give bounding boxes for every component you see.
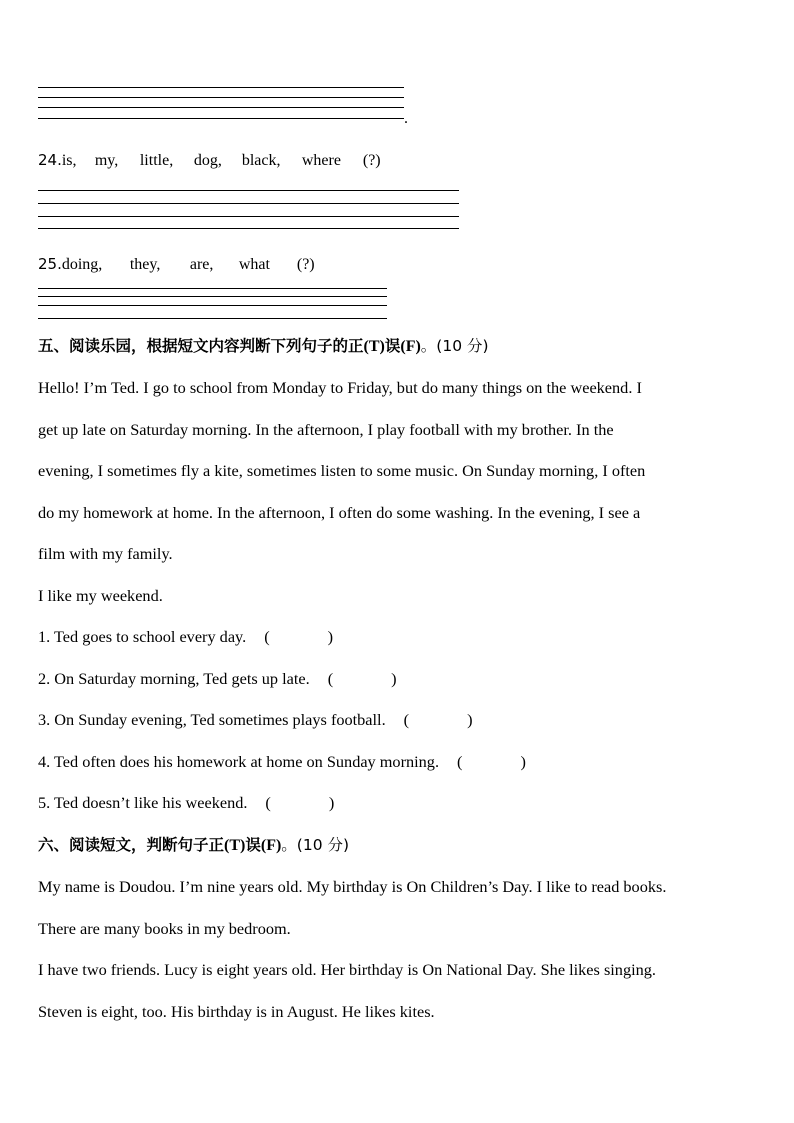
word-token: is, bbox=[61, 152, 77, 169]
question-text: 3. On Sunday evening, Ted sometimes plays football. bbox=[38, 710, 386, 729]
question-25 bbox=[38, 254, 315, 275]
section-title-text: 六、阅读短文，判断句子正 bbox=[38, 836, 225, 854]
tf-question-2 bbox=[38, 669, 397, 689]
answer-blank-open[interactable]: ( bbox=[265, 793, 271, 812]
answer-line bbox=[38, 228, 459, 229]
word-token: dog, bbox=[193, 152, 222, 169]
section-title-text: 误 bbox=[384, 337, 401, 355]
reading-passage-1 bbox=[38, 367, 768, 616]
section-title-text: 五、阅读乐园，根据短文内容判断下列句子的正 bbox=[38, 337, 364, 355]
answer-line bbox=[38, 97, 404, 98]
answer-line bbox=[38, 305, 387, 306]
question-number: 25. bbox=[38, 255, 62, 273]
question-text: 5. Ted doesn’t like his weekend. bbox=[38, 793, 248, 812]
answer-blank-close: ) bbox=[520, 752, 526, 771]
question-number: 24. bbox=[38, 151, 62, 169]
word-token: little, bbox=[139, 152, 174, 169]
section-title-text: 误 bbox=[245, 836, 261, 854]
word-token: (?) bbox=[362, 152, 381, 169]
passage-line: Steven is eight, too. His birthday is in August. He likes kites. bbox=[38, 1001, 435, 1021]
section-5-title bbox=[38, 336, 489, 357]
answer-line bbox=[38, 118, 404, 119]
answer-blank-open[interactable]: ( bbox=[264, 627, 270, 646]
false-mark: (F) bbox=[260, 837, 282, 854]
answer-line bbox=[38, 87, 404, 88]
question-24 bbox=[38, 150, 381, 171]
answer-blank-open[interactable]: ( bbox=[403, 710, 410, 729]
answer-line bbox=[38, 107, 404, 108]
section-6-title bbox=[38, 835, 349, 856]
word-token: (?) bbox=[296, 256, 315, 273]
passage-line: I like my weekend. bbox=[38, 585, 163, 605]
answer-blank-open[interactable]: ( bbox=[327, 669, 334, 688]
word-token: where bbox=[301, 152, 341, 169]
period-mark: . bbox=[404, 110, 408, 127]
word-token: my, bbox=[94, 152, 119, 169]
answer-line bbox=[38, 203, 459, 204]
section-score: 。(10 分) bbox=[420, 337, 489, 355]
passage-line: do my homework at home. In the afternoon, I often do some washing. In the evening, I see a bbox=[38, 502, 641, 522]
answer-blank-close: ) bbox=[327, 627, 334, 646]
answer-blank-open[interactable]: ( bbox=[457, 752, 463, 771]
question-text: 4. Ted often does his homework at home on Sunday morning. bbox=[38, 752, 440, 771]
tf-question-1 bbox=[38, 627, 333, 647]
answer-line bbox=[38, 190, 459, 191]
word-token: doing, bbox=[61, 256, 103, 273]
passage-line: evening, I sometimes fly a kite, sometimes listen to some music. On Sunday morning, I often bbox=[38, 461, 646, 480]
true-mark: (T) bbox=[224, 837, 246, 854]
passage-line: There are many books in my bedroom. bbox=[38, 918, 291, 938]
tf-question-5 bbox=[38, 793, 334, 813]
false-mark: (F) bbox=[400, 338, 421, 355]
word-token: black, bbox=[241, 152, 281, 169]
answer-line bbox=[38, 296, 387, 297]
question-text: 1. Ted goes to school every day. bbox=[38, 627, 247, 646]
tf-question-4 bbox=[38, 752, 526, 772]
answer-line bbox=[38, 216, 459, 217]
answer-line bbox=[38, 318, 387, 319]
passage-line: My name is Doudou. I’m nine years old. My birthday is On Children’s Day. I like to read books. bbox=[38, 877, 667, 896]
reading-passage-2 bbox=[38, 866, 768, 1032]
passage-line: Hello! I’m Ted. I go to school from Monday to Friday, but do many things on the weekend. I bbox=[38, 378, 642, 397]
passage-line: film with my family. bbox=[38, 544, 173, 563]
answer-line bbox=[38, 288, 387, 289]
tf-question-3 bbox=[38, 710, 473, 730]
word-token: what bbox=[238, 256, 270, 273]
question-text: 2. On Saturday morning, Ted gets up late. bbox=[38, 669, 310, 688]
word-token: are, bbox=[189, 256, 214, 273]
answer-blank-close: ) bbox=[467, 710, 473, 729]
passage-line: get up late on Saturday morning. In the afternoon, I play football with my brother. In the bbox=[38, 419, 614, 439]
answer-blank-close: ) bbox=[328, 793, 335, 812]
word-token: they, bbox=[129, 256, 161, 273]
passage-line: I have two friends. Lucy is eight years old. Her birthday is On National Day. She likes singing. bbox=[38, 960, 656, 979]
answer-blank-close: ) bbox=[391, 669, 397, 688]
section-score: 。(10 分) bbox=[281, 836, 350, 854]
true-mark: (T) bbox=[363, 338, 385, 355]
